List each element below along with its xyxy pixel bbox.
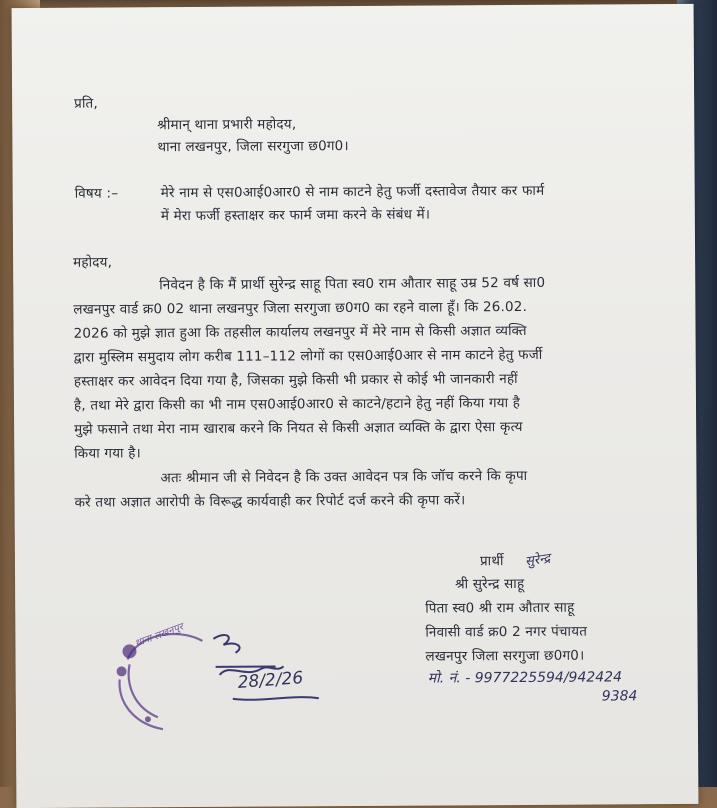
- subject-line-1: मेरे नाम से एस0आई0आर0 से नाम काटने हेतु फर्जी दस्तावेज तैयार कर फार्म: [160, 182, 545, 202]
- request-line-1: अतः श्रीमान जी से निवेदन है कि उक्त आवेदन पत्र कि जॉच करने कि कृपा: [160, 467, 528, 487]
- body-line: किया गया है।: [74, 445, 141, 462]
- body-line: है, तथा मेरे द्वारा किसी का भी नाम एस0आई0आर0 से काटने/हटाने हेतु नहीं किया गया है: [73, 394, 521, 414]
- subject-line-2: में मेरा फर्जी हस्ताक्षर कर फार्म जमा करने के संबंध में।: [160, 206, 431, 225]
- applicant-signature: सुरेन्द्र: [524, 551, 552, 570]
- date-underline: [231, 692, 321, 705]
- body-line: द्वारा मुस्लिम समुदाय लोग करीब 111–112 लोगों का एस0आई0आर से नाम काटने हेतु फर्जी: [73, 346, 543, 366]
- prati-label: प्रति,: [74, 95, 98, 112]
- body-line: मुझे फसाने तथा मेरा नाम खाराब करने कि नियत से किसी अज्ञात व्यक्ति के द्वारा ऐसा कृत्य: [74, 418, 523, 438]
- body-line: लखनपुर वार्ड क्र0 02 थाना लखनपुर जिला सरगुजा छ0ग0 का रहने वाला हूँ। कि 26.02.: [73, 298, 528, 318]
- body-line: निवेदन है कि मैं प्रार्थी सुरेन्द्र साहू पिता स्व0 राम औतार साहू उम्र 52 वर्ष सा0: [159, 274, 546, 294]
- body-line: 2026 को मुझे ज्ञात हुआ कि तहसील कार्यालय लखनपुर में मेरे नाम से किसी अज्ञात व्यक्ति: [73, 322, 527, 342]
- body-line: हस्ताक्षर कर आवेदन दिया गया है, जिसका मुझे किसी भी प्रकार से कोई भी जानकारी नहीं: [73, 371, 518, 390]
- recipient-line-2: थाना लखनपुर, जिला सरगुजा छ0ग0।: [157, 138, 349, 156]
- mobile-number-cont: 9384: [601, 688, 638, 705]
- applicant-father: पिता स्व0 श्री राम औतार साहू: [425, 599, 575, 617]
- mobile-number: मो. नं. - 9977225594/942424: [427, 669, 623, 687]
- letter-paper: [12, 4, 699, 808]
- salutation: महोदय,: [73, 254, 113, 271]
- applicant-label: प्रार्थी: [479, 553, 504, 570]
- stamp-text: थाना लखनपुर: [133, 621, 185, 650]
- recipient-line-1: श्रीमान् थाना प्रभारी महोदय,: [157, 116, 297, 134]
- applicant-address-1: निवासी वार्ड क्र0 2 नगर पंचायत: [425, 623, 588, 641]
- received-date: 28/2/26: [237, 668, 304, 693]
- request-line-2: करे तथा अज्ञात आरोपी के विरूद्ध कार्यवाही कर रिपोर्ट दर्ज करने की कृपा करें।: [74, 492, 466, 511]
- applicant-address-2: लखनपुर जिला सरगुजा छ0ग0।: [425, 647, 585, 665]
- applicant-name: श्री सुरेन्द्र साहू: [455, 575, 525, 593]
- subject-label: विषय :–: [74, 185, 119, 202]
